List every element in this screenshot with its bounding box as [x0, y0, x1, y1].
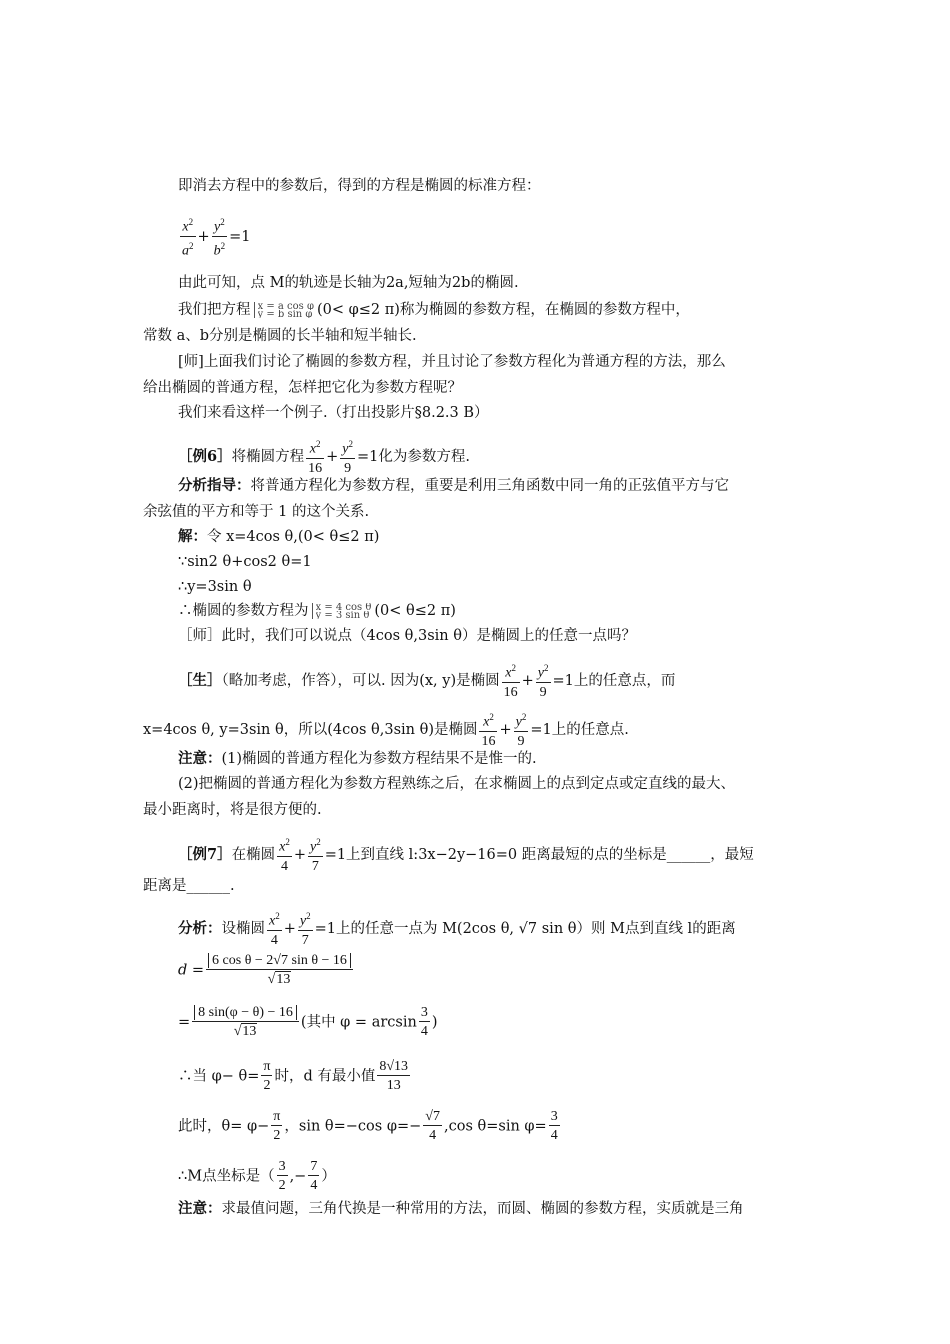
text-line: 分析：设椭圆 $\frac{x^2}{4}$ + $\frac{y^2}{7}$ =1上的任意一点为 M(2cos θ, √7 sin θ）则 M点到直线 l的距离 — [178, 908, 736, 950]
text-line: 注意：求最值问题，三角代换是一种常用的方法，而圆、椭圆的参数方程，实质就是三角 — [178, 1200, 744, 1217]
text-line: ［师］此时，我们可以说点（4cos θ,3sin θ）是椭圆上的任意一点吗？ — [178, 628, 636, 644]
text-line: ∴y=3sin θ — [178, 579, 252, 595]
text-line: (2)把椭圆的普通方程化为参数方程熟练之后，在求椭圆上的点到定点或定直线的最大、 — [178, 776, 736, 792]
text-line: 由此可知，点 M的轨迹是长轴为2a,短轴为2b的椭圆. — [178, 275, 519, 291]
distance-formula: d = $\frac{\text{6 cos θ − 2√7 sin θ − 16}}{√13}$ — [178, 952, 355, 989]
text-line: 此时，θ= φ− $\frac{\pi}{2}$ ，sin θ=−cos φ=− $\frac{√7}{4}$ ,cos θ=sin φ= $\frac{3}{4}$ — [178, 1109, 558, 1143]
text-line: 分析指导：将普通方程化为参数方程，重要是利用三角函数中同一角的正弦值平方与它 — [178, 477, 729, 494]
text-line: 给出椭圆的普通方程，怎样把它化为参数方程呢？ — [143, 380, 462, 396]
text-line: 我们把方程 x = a cos φ y = b sin φ (0< φ≤2 π)称为椭圆的参数方程，在椭圆的参数方程中， — [178, 302, 690, 318]
text-line: 解：令 x=4cos θ,(0< θ≤2 π) — [178, 528, 380, 545]
text-line: ∴椭圆的参数方程为 x = 4 cos θ y = 3 sin θ (0< θ≤2 π) — [178, 603, 456, 619]
text-line: 即消去方程中的参数后，得到的方程是椭圆的标准方程： — [178, 178, 541, 194]
text-line: ［生］（略加考虑，作答），可以. 因为(x, y)是椭圆 $\frac{x^2}{16}$ + $\frac{y^2}{9}$ =1上的任意点，而 — [178, 660, 675, 702]
text-line: 距离是______. — [143, 878, 235, 894]
parametric-system: x = a cos φ y = b sin φ — [254, 302, 314, 318]
text-line: 注意：(1)椭圆的普通方程化为参数方程结果不是惟一的. — [178, 750, 537, 767]
text-line: 常数 a、b分别是椭圆的长半轴和短半轴长. — [143, 328, 417, 344]
text-line: ∴M点坐标是（ $\frac{3}{2}$ ,− $\frac{7}{4}$ ） — [178, 1159, 336, 1193]
text-line: 最小距离时，将是很方便的. — [143, 802, 322, 818]
text-line: 我们来看这样一个例子.（打出投影片§8.2.3 B） — [178, 405, 489, 421]
text-line: ∴当 φ− θ= $\frac{\pi}{2}$ 时，d 有最小值 $\frac{8√13}{13}$ — [178, 1059, 409, 1093]
text-line: 余弦值的平方和等于 1 的这个关系. — [143, 504, 370, 520]
distance-formula-2: = $\frac{8 \sin(\varphi - \theta) - 16}{√13}$ (其中 φ = arcsin $\frac{3}{4}$ ) — [178, 1005, 438, 1039]
text-line: ∵sin2 θ+cos2 θ=1 — [178, 554, 312, 570]
text-line: x=4cos θ, y=3sin θ，所以(4cos θ,3sin θ)是椭圆 $\frac{x^2}{16}$ + $\frac{y^2}{9}$ =1上的任意点. — [143, 709, 629, 751]
standard-ellipse-equation: $\frac{x^2}{a^2}$ + $\frac{y^2}{b^2}$ =1 — [178, 214, 251, 260]
text-line: [师]上面我们讨论了椭圆的参数方程，并且讨论了参数方程化为普通方程的方法，那么 — [178, 354, 726, 370]
parametric-system: x = 4 cos θ y = 3 sin θ — [312, 603, 372, 619]
example-6: ［例6］将椭圆方程 $\frac{x^2}{16}$ + $\frac{y^2}{9}$ =1化为参数方程. — [178, 436, 470, 478]
example-7: ［例7］在椭圆 $\frac{x^2}{4}$ + $\frac{y^2}{7}$ =1上到直线 l:3x−2y−16=0 距离最短的点的坐标是______，最短 — [178, 834, 754, 876]
